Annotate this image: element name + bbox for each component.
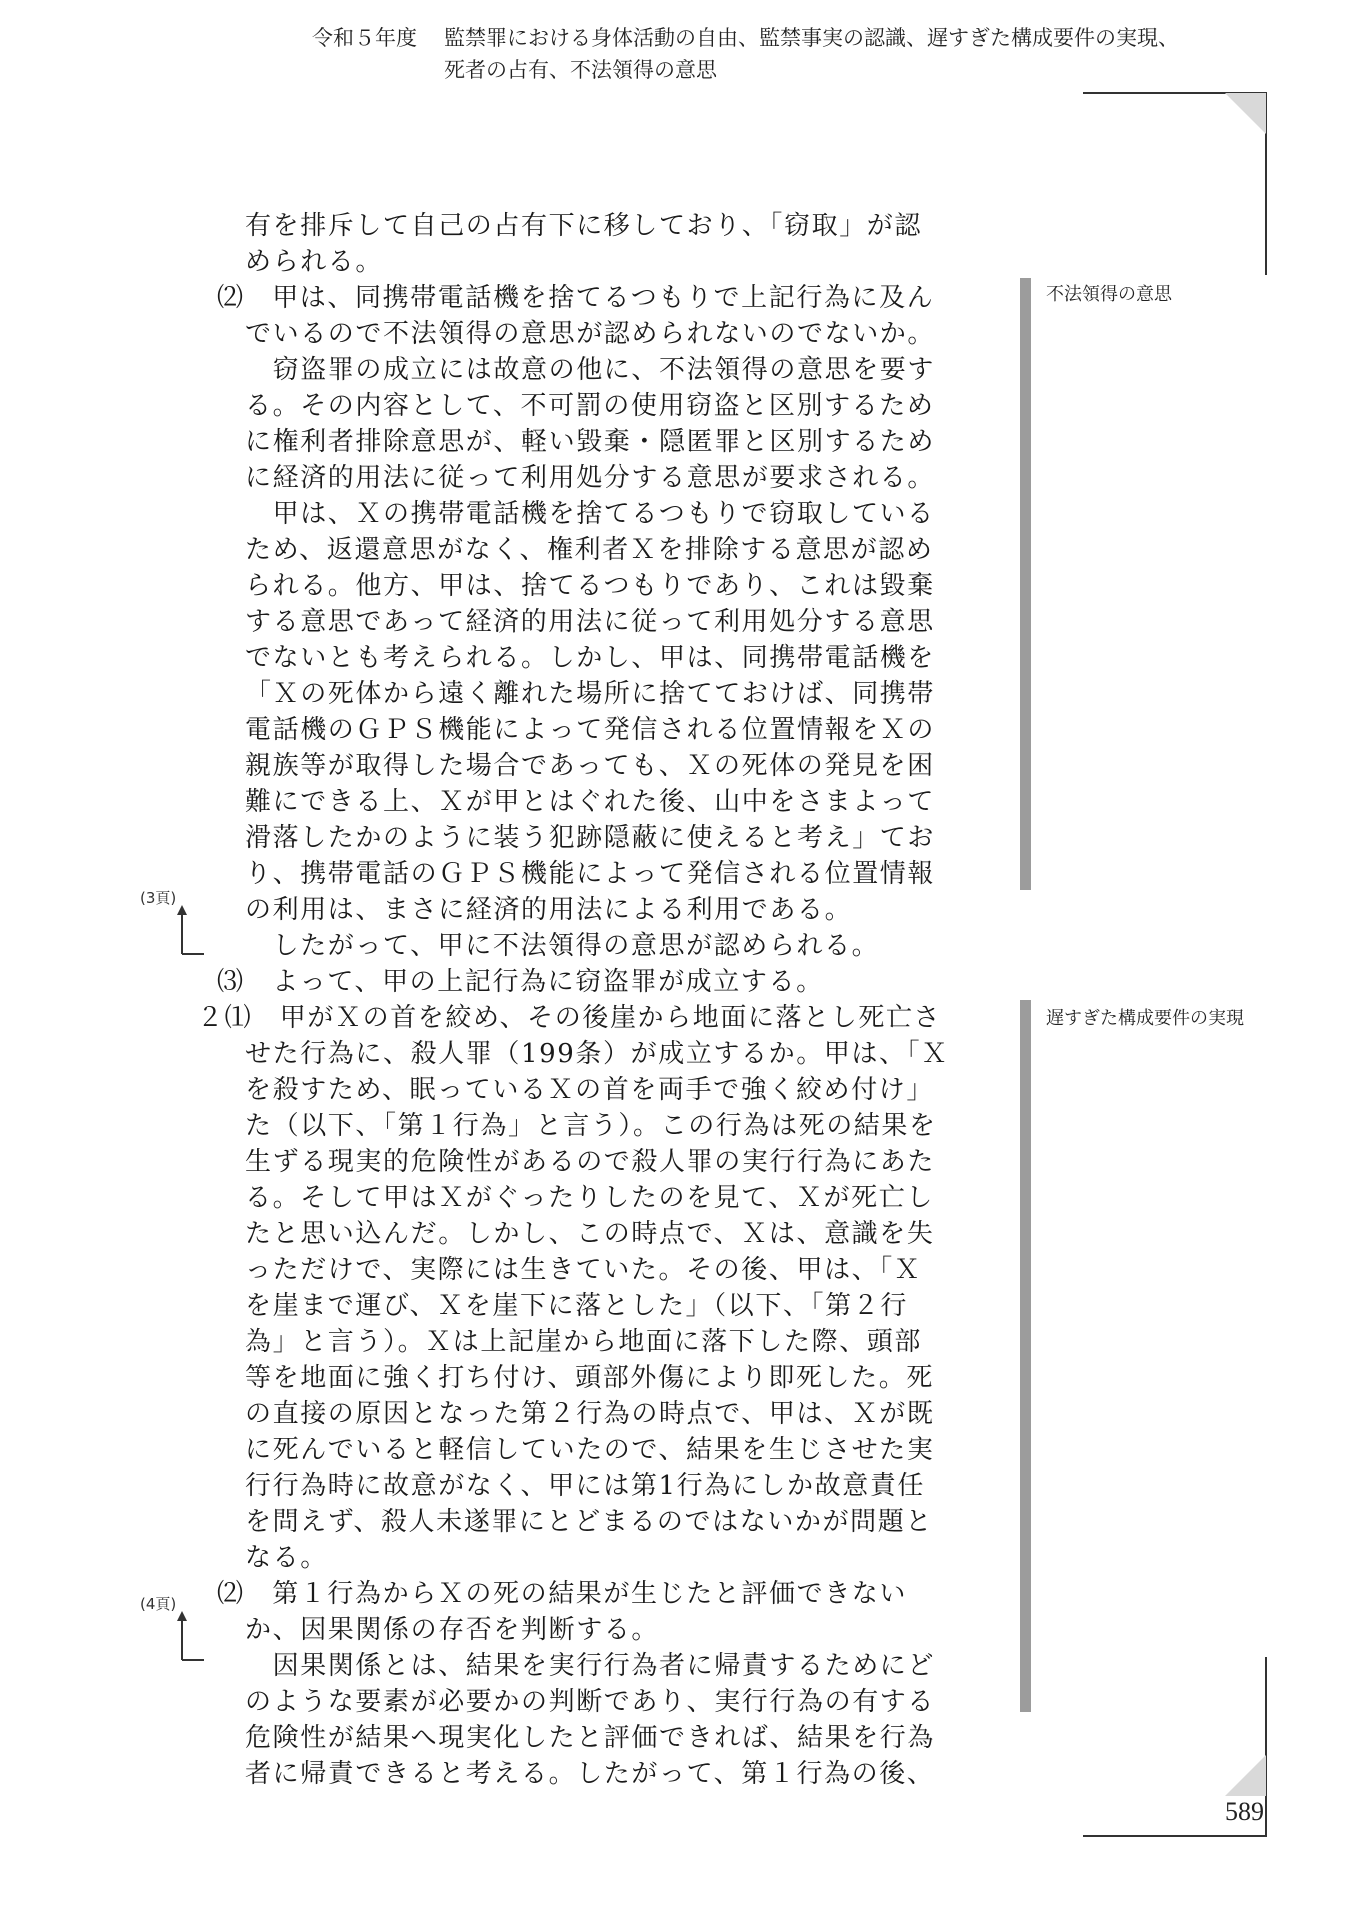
body-line: 有を排斥して自己の占有下に移しており、「窃取」が認 <box>245 211 923 241</box>
body-line: か、因果関係の存否を判断する。 <box>245 1615 660 1645</box>
body-line: 生ずる現実的危険性があるので殺人罪の実行行為にあた <box>245 1147 936 1177</box>
body-line: ため、返還意思がなく、権利者Ｘを排除する意思が認め <box>245 535 934 565</box>
body-line: っただけで、実際には生きていた。その後、甲は、「Ｘ <box>245 1255 922 1285</box>
page-ref-3: (3頁) <box>140 889 177 907</box>
header-year: 令和５年度 <box>312 26 417 50</box>
body-line: ⑶ よって、甲の上記行為に窃盗罪が成立する。 <box>217 967 824 997</box>
body-line: なる。 <box>245 1543 328 1573</box>
body-line: 滑落したかのように装う犯跡隠蔽に使えると考え」てお <box>245 823 936 853</box>
body-line: したがって、甲に不法領得の意思が認められる。 <box>245 931 880 961</box>
body-line: の直接の原因となった第２行為の時点で、甲は、Ｘが既 <box>245 1399 935 1429</box>
body-line: り、携帯電話のＧＰＳ機能によって発信される位置情報 <box>245 859 936 889</box>
body-line: に経済的用法に従って利用処分する意思が要求される。 <box>245 463 936 493</box>
answer-body <box>197 208 985 1792</box>
body-line: 為」と言う）。Ｘは上記崖から地面に落下した際、頭部 <box>245 1327 923 1357</box>
page-corner-fold-bottom <box>1225 1755 1267 1797</box>
body-line: められる。 <box>245 247 384 277</box>
header-title-1: 監禁罪における身体活動の自由、監禁事実の認識、遅すぎた構成要件の実現、 <box>444 26 1179 50</box>
page-ref-arrow-icon <box>168 1611 208 1663</box>
side-note-unlawful-intent: 不法領得の意思 <box>1046 284 1172 305</box>
body-line: ⑵ 第１行為からＸの死の結果が生じたと評価できない <box>217 1579 908 1609</box>
body-line: 難にできる上、Ｘが甲とはぐれた後、山中をさまよって <box>245 787 936 817</box>
side-bar-2 <box>1020 1000 1031 1712</box>
body-line: せた行為に、殺人罪（199条）が成立するか。甲は、「Ｘ <box>245 1039 949 1069</box>
body-line: ⑵ 甲は、同携帯電話機を捨てるつもりで上記行為に及ん <box>217 283 935 313</box>
side-bar-1 <box>1020 278 1031 890</box>
running-header <box>312 22 1322 86</box>
page-ref-4: (4頁) <box>140 1595 177 1613</box>
body-line: 「Ｘの死体から遠く離れた場所に捨てておけば、同携帯 <box>245 679 936 709</box>
body-line: を崖まで運び、Ｘを崖下に落とした」（以下、「第２行 <box>245 1291 908 1321</box>
header-line-1 <box>312 22 1322 54</box>
body-line: に権利者排除意思が、軽い毀棄・隠匿罪と区別するため <box>245 427 936 457</box>
side-note-delayed-realization: 遅すぎた構成要件の実現 <box>1046 1008 1244 1029</box>
body-line: のような要素が必要かの判断であり、実行行為の有する <box>245 1687 936 1717</box>
body-line: を殺すため、眠っているＸの首を両手で強く絞め付け」 <box>245 1075 934 1105</box>
body-line: する意思であって経済的用法に従って利用処分する意思 <box>245 607 935 637</box>
page-corner-fold-top <box>1225 93 1267 135</box>
page-ref-arrow-icon <box>168 905 208 957</box>
body-line: に死んでいると軽信していたので、結果を生じさせた実 <box>245 1435 935 1465</box>
body-line: 親族等が取得した場合であっても、Ｘの死体の発見を困 <box>245 751 935 781</box>
body-line: る。その内容として、不可罰の使用窃盗と区別するため <box>245 391 935 421</box>
page-number: 589 <box>1225 1797 1264 1826</box>
body-line: 等を地面に強く打ち付け、頭部外傷により即死した。死 <box>245 1363 934 1393</box>
body-line: でないとも考えられる。しかし、甲は、同携帯電話機を <box>245 643 936 673</box>
body-line: ２⑴ 甲がＸの首を絞め、その後崖から地面に落とし死亡さ <box>197 1003 942 1033</box>
body-line: 者に帰責できると考える。したがって、第１行為の後、 <box>245 1759 935 1789</box>
body-line: 電話機のＧＰＳ機能によって発信される位置情報をＸの <box>245 715 936 745</box>
body-line: たと思い込んだ。しかし、この時点で、Ｘは、意識を失 <box>245 1219 935 1249</box>
body-line: 因果関係とは、結果を実行行為者に帰責するためにど <box>245 1651 936 1681</box>
body-line: られる。他方、甲は、捨てるつもりであり、これは毀棄 <box>245 571 935 601</box>
body-line: の利用は、まさに経済的用法による利用である。 <box>245 895 853 925</box>
body-line: た（以下、「第１行為」と言う）。この行為は死の結果を <box>245 1111 937 1141</box>
header-title-2: 死者の占有、不法領得の意思 <box>444 58 717 82</box>
body-line: 窃盗罪の成立には故意の他に、不法領得の意思を要す <box>245 355 936 385</box>
body-line: でいるので不法領得の意思が認められないのでないか。 <box>245 319 936 349</box>
body-line: 危険性が結果へ現実化したと評価できれば、結果を行為 <box>245 1723 936 1753</box>
body-line: 行行為時に故意がなく、甲には第1行為にしか故意責任 <box>245 1471 926 1501</box>
body-line: る。そして甲はＸがぐったりしたのを見て、Ｘが死亡し <box>245 1183 934 1213</box>
body-line: を問えず、殺人未遂罪にとどまるのではないかが問題と <box>245 1507 933 1537</box>
body-line: 甲は、Ｘの携帯電話機を捨てるつもりで窃取している <box>245 499 935 529</box>
